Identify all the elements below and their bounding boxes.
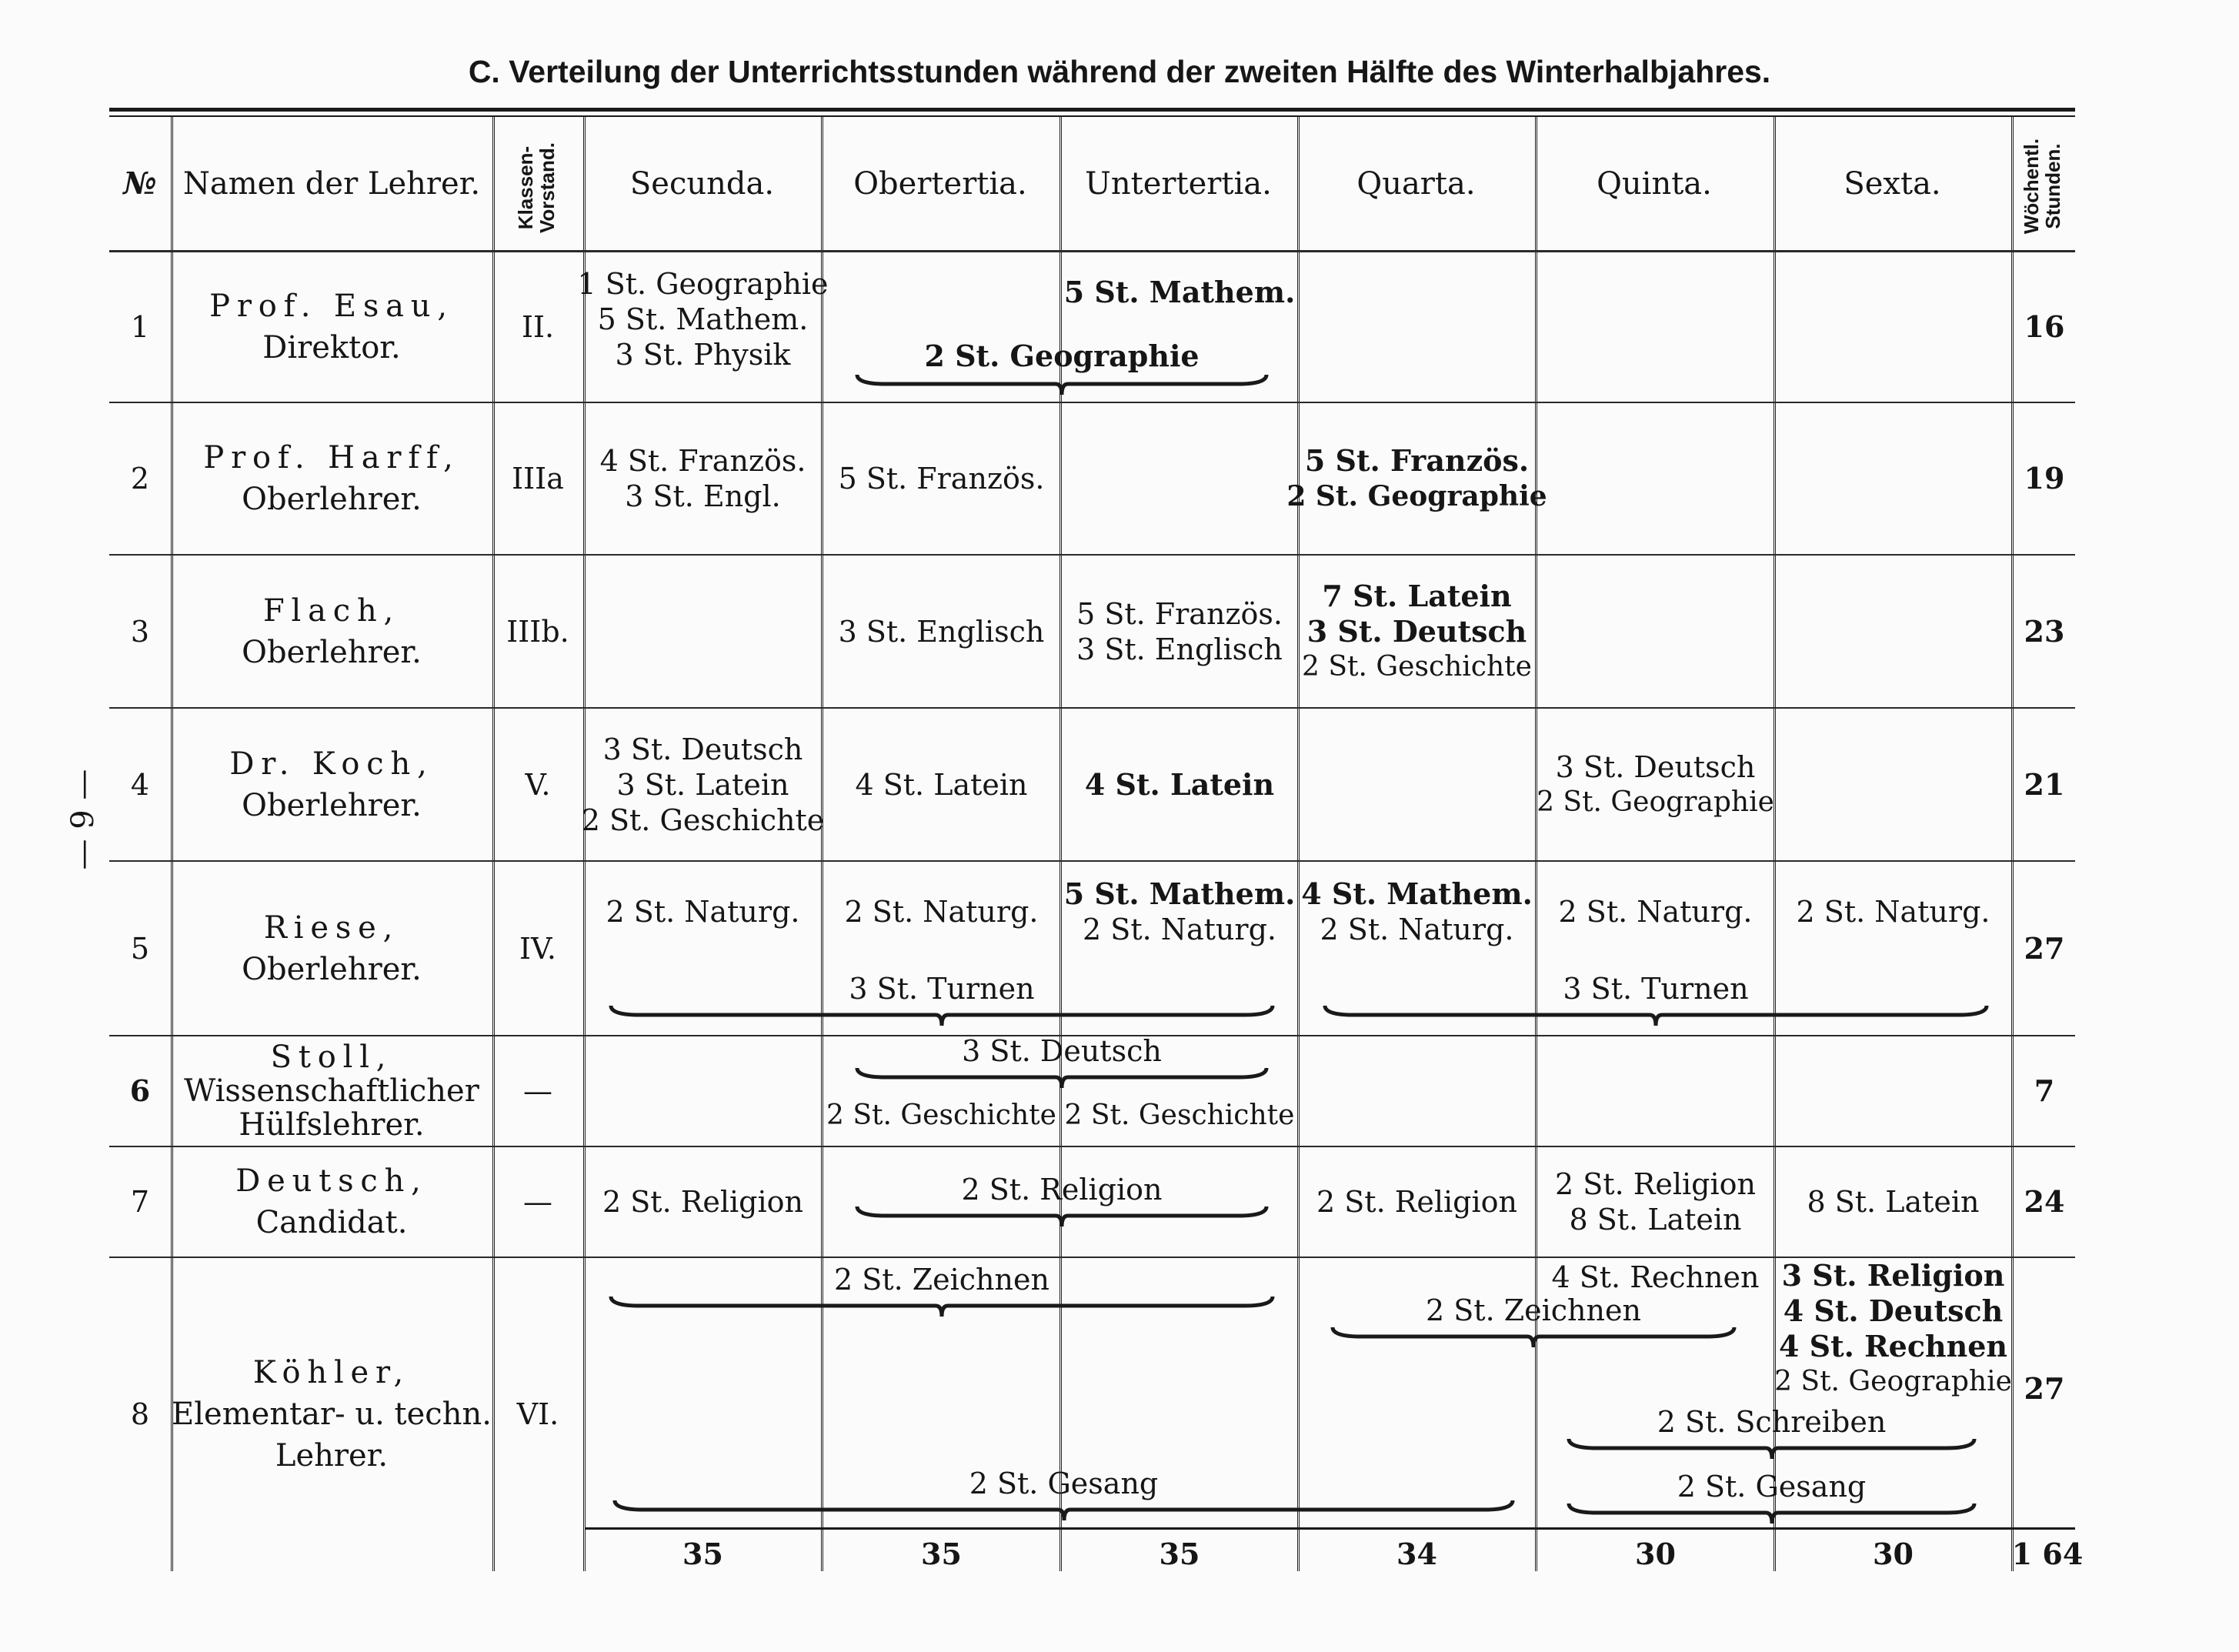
total-quarta: 34 [1396,1537,1437,1571]
total-untertertia: 35 [1159,1537,1200,1571]
header-weekly-hours: Wöchentl. Stunden. [2020,138,2064,235]
row-3-total: 23 [2024,613,2065,649]
page-title: C. Verteilung der Unterrichtsstunden während der zweiten Hälfte des Winterhalbjahres. [468,54,1771,89]
row-1-secunda: 1 St. Geographie 5 St. Mathem. 3 St. Physik [577,267,829,372]
brace-row-5-right [1322,1004,1990,1027]
brace-row-8-gesang-2 [1566,1502,1977,1525]
row-5-class-head: IV. [519,931,556,966]
total-sexta: 30 [1873,1537,1914,1571]
top-rule-thick [109,108,2075,112]
row-3-untertertia: 5 St. Französ. 3 St. Englisch [1076,596,1283,666]
brace-row-8-zeichnen-2 [1330,1326,1737,1349]
row-5-obertertia: 2 St. Naturg. [844,895,1039,929]
row-8-span-zeichnen-1: 2 St. Zeichnen [834,1263,1049,1297]
row-8-span-schreiben: 2 St. Schreiben [1657,1405,1887,1439]
row-8-teacher: Köhler, Elementar- u. techn. Lehrer. [172,1354,492,1473]
row-7-quarta: 2 St. Religion [1316,1185,1517,1219]
row-6-class-head: — [523,1074,552,1108]
row-5-untertertia: 5 St. Mathem. 2 St. Naturg. [1063,876,1296,946]
row-8-sexta: 3 St. Religion 4 St. Deutsch 4 St. Rechnen 2 St. Geographie [1774,1258,2012,1397]
header-class-head: Klassen- Vorstand. [514,142,559,233]
row-5-teacher: Riese, Oberlehrer. [242,909,422,987]
header-nr: № [123,165,157,202]
brace-row-8-schreiben [1566,1437,1977,1460]
row-8-span-gesang-2: 2 St. Gesang [1677,1470,1867,1503]
row-3-teacher: Flach, Oberlehrer. [242,592,422,670]
header-untertertia: Untertertia. [1085,165,1272,202]
row-1-teacher: Prof. Esau, Direktor. [209,289,454,365]
row-7-span-religion: 2 St. Religion [961,1173,1163,1206]
row-2-class-head: IIIa [512,462,564,496]
row-5-sexta: 2 St. Naturg. [1796,895,1990,929]
brace-row-8-zeichnen-1 [608,1295,1276,1318]
row-6-span-deutsch: 3 St. Deutsch [962,1034,1162,1068]
row-4-secunda: 3 St. Deutsch 3 St. Latein 2 St. Geschichte [581,732,825,837]
row-7-quinta: 2 St. Religion 8 St. Latein [1555,1167,1756,1236]
row-4-class-head: V. [525,767,551,802]
row-1-nr: 1 [130,310,150,344]
total-secunda: 35 [682,1537,723,1571]
row-1-total: 16 [2024,309,2065,344]
header-sexta: Sexta. [1844,165,1941,202]
row-2-total: 19 [2024,461,2065,496]
row-5-nr: 5 [130,931,150,966]
row-7-class-head: — [523,1185,552,1219]
row-5-total: 27 [2024,930,2065,966]
row-8-span-gesang-1: 2 St. Gesang [969,1467,1159,1500]
header-teacher-name: Namen der Lehrer. [182,165,481,202]
row-1-span-geographie: 2 St. Geographie [924,339,1200,373]
row-8-class-head: VI. [516,1397,559,1431]
row-5-secunda: 2 St. Naturg. [606,895,800,929]
totals-rule [585,1527,2075,1530]
row-3-obertertia: 3 St. Englisch [838,614,1045,649]
row-3-quarta: 7 St. Latein 3 St. Deutsch 2 St. Geschichte [1302,578,1532,682]
brace-row-7 [854,1205,1270,1228]
row-6-teacher: Stoll, Wissenschaftlicher Hülfslehrer. [184,1040,479,1143]
row-5-span-turnen-left: 3 St. Turnen [849,972,1035,1006]
row-4-teacher: Dr. Koch, Oberlehrer. [229,746,434,823]
row-6-nr: 6 [129,1073,151,1108]
row-7-sexta: 8 St. Latein [1807,1185,1980,1219]
row-4-untertertia: 4 St. Latein [1084,766,1275,802]
brace-row-1 [854,373,1270,396]
row-8-span-zeichnen-2: 2 St. Zeichnen [1426,1293,1641,1327]
header-quinta: Quinta. [1597,165,1712,202]
brace-row-8-gesang-1 [612,1499,1516,1522]
page-number: — 9 — [65,769,101,870]
row-4-total: 21 [2024,766,2065,802]
total-obertertia: 35 [921,1537,962,1571]
total-quinta: 30 [1635,1537,1676,1571]
row-1-untertertia: 5 St. Mathem. [1063,275,1296,309]
row-2-secunda: 4 St. Französ. 3 St. Engl. [599,444,806,513]
row-7-secunda: 2 St. Religion [602,1185,803,1219]
total-all: 1 64 [2011,1537,2084,1571]
row-4-obertertia: 4 St. Latein [855,767,1028,802]
row-8-quinta: 4 St. Rechnen [1551,1260,1760,1294]
row-6-obertertia: 2 St. Geschichte [826,1100,1056,1131]
header-quarta: Quarta. [1356,165,1476,202]
header-obertertia: Obertertia. [853,165,1027,202]
row-8-nr: 8 [130,1397,150,1431]
row-5-quarta: 4 St. Mathem. 2 St. Naturg. [1301,876,1533,946]
row-4-quinta: 3 St. Deutsch 2 St. Geographie [1537,749,1774,818]
row-3-nr: 3 [130,614,150,649]
row-6-untertertia: 2 St. Geschichte [1064,1100,1295,1131]
row-1-class-head: II. [521,310,555,344]
brace-row-5-left [608,1004,1276,1027]
row-4-nr: 4 [130,767,150,802]
row-6-total: 7 [2034,1073,2055,1108]
row-2-teacher: Prof. Harff, Oberlehrer. [203,440,460,517]
brace-row-6 [854,1066,1270,1090]
col-divider [1297,117,1302,1571]
row-5-quinta: 2 St. Naturg. [1558,895,1753,929]
row-3-class-head: IIIb. [506,614,569,649]
row-7-total: 24 [2024,1184,2065,1219]
header-secunda: Secunda. [629,165,775,202]
row-2-obertertia: 5 St. Französ. [838,462,1045,496]
row-7-nr: 7 [130,1185,150,1219]
row-8-total: 27 [2024,1371,2065,1406]
row-2-quarta: 5 St. Französ. 2 St. Geographie [1286,443,1547,512]
row-2-nr: 2 [130,462,150,496]
row-5-span-turnen-right: 3 St. Turnen [1563,972,1749,1006]
row-7-teacher: Deutsch, Candidat. [235,1163,428,1240]
